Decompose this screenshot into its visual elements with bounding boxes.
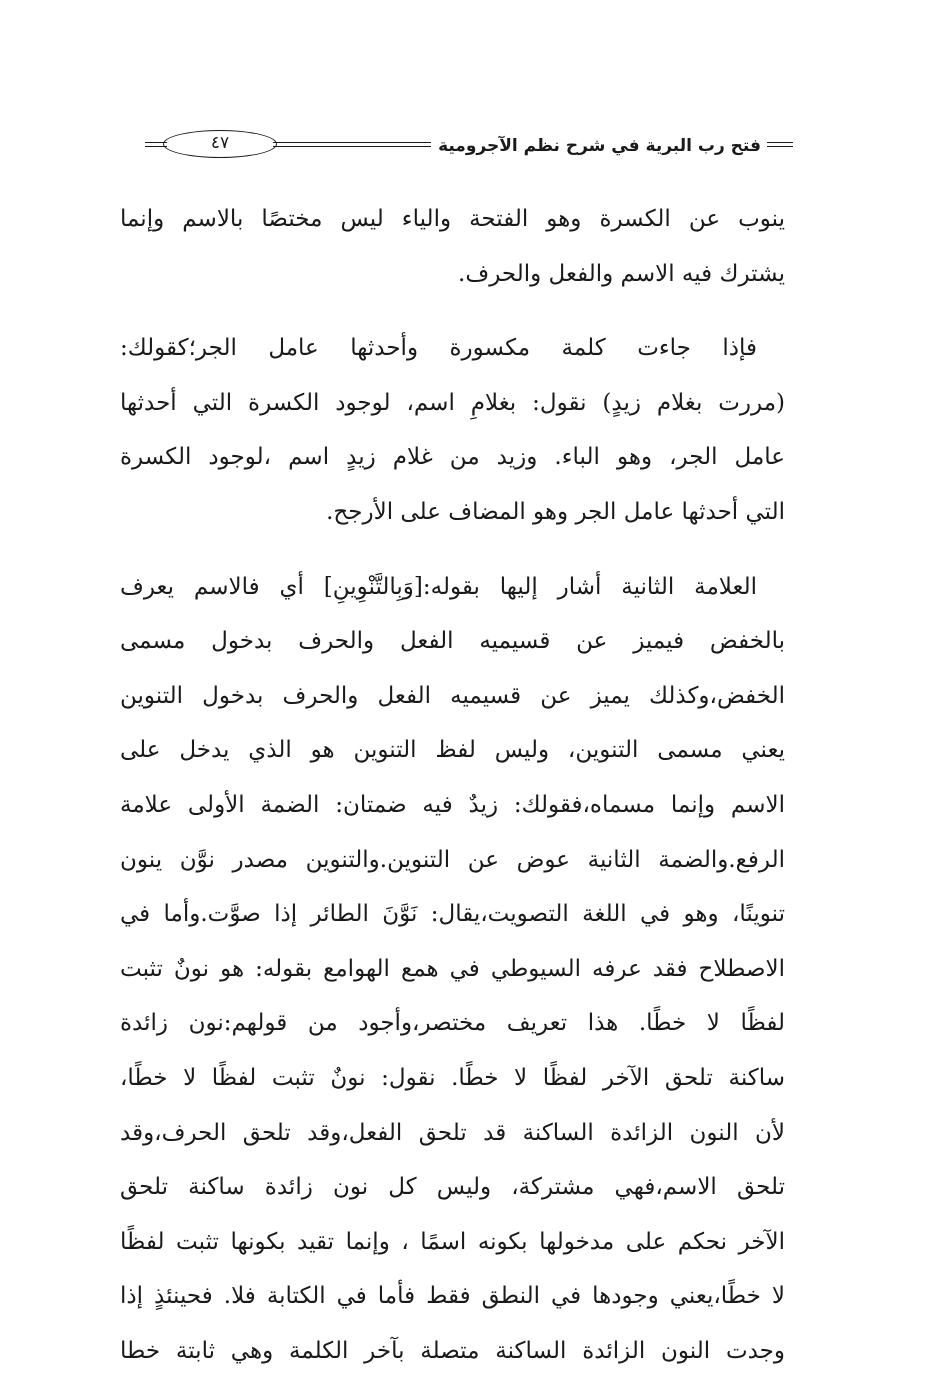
text-line: فإذا جاءت كلمة مكسورة وأحدثها عامل الجر؛كقولك:	[120, 335, 757, 362]
text-line: ينوب عن الكسرة وهو الفتحة والياء ليس مختصًا بالاسم وإنما	[120, 206, 785, 232]
text-line: لفظًا لا خطًا. هذا تعريف مختصر،وأجود من قولهم:نون زائدة	[120, 1010, 785, 1037]
text-line: بالخفض فيميز عن قسيميه الفعل والحرف بدخول مسمى	[120, 628, 785, 655]
text-line: لأن النون الزائدة الساكنة قد تلحق الفعل،وقد تلحق الحرف،وقد	[120, 1119, 785, 1146]
body-text	[120, 192, 785, 1378]
text-line: الخفض،وكذلك يميز عن قسيميه الفعل والحرف بدخول التنوين	[120, 682, 785, 709]
text-line: العلامة الثانية أشار إليها بقوله:[وَبِالتَّنْوِينِ] أي فالاسم يعرف	[120, 573, 757, 600]
paragraph	[120, 192, 785, 301]
paragraph	[120, 560, 785, 1379]
text-line: يشترك فيه الاسم والفعل والحرف.	[458, 260, 785, 287]
header-rule-left	[145, 142, 167, 147]
header-rule-middle	[273, 142, 431, 147]
text-line: ساكنة تلحق الآخر لفظًا لا خطًا. نقول: نونٌ تثبت لفظًا لا خطًا،	[120, 1064, 785, 1091]
text-line: الآخر نحكم على مدخولها بكونه اسمًا ، وإنما تقيد بكونها تثبت لفظًا	[120, 1228, 785, 1255]
paragraph	[120, 321, 785, 539]
text-line: الاسم وإنما مسماه،فقولك: زيدٌ فيه ضمتان: الضمة الأولى علامة	[120, 791, 785, 818]
text-line: الرفع.والضمة الثانية عوض عن التنوين.والتنوين مصدر نوَّن ينون	[120, 846, 785, 873]
text-line: التي أحدثها عامل الجر وهو المضاف على الأرجح.	[326, 498, 785, 525]
text-line: يعني مسمى التنوين، وليس لفظ التنوين هو الذي يدخل على	[120, 737, 785, 764]
text-line: الاصطلاح فقد عرفه السيوطي في همع الهوامع بقوله: هو نونٌ تثبت	[120, 955, 785, 982]
text-line: تلحق الاسم،فهي مشتركة، وليس كل نون زائدة ساكنة تلحق	[120, 1174, 785, 1201]
text-line: وجدت النون الزائدة الساكنة متصلة بآخر الكلمة وهي ثابتة خطا	[120, 1337, 785, 1364]
text-line: تنوينًا، وهو في اللغة التصويت،يقال: نَوَّنَ الطائر إذا صوَّت.وأما في	[120, 901, 785, 928]
text-line: لا خطًا،يعني وجودها في النطق فقط فأما في الكتابة فلا. فحينئذٍ إذا	[120, 1283, 785, 1310]
text-line: (مررت بغلام زيدٍ) نقول: بغلامِ اسم، لوجود الكسرة التي أحدثها	[120, 389, 785, 416]
text-line: عامل الجر، وهو الباء. وزيد من غلام زيدٍ اسم ،لوجود الكسرة	[120, 444, 785, 471]
book-title: فتح رب البرية في شرح نظم الآجرومية	[438, 136, 761, 156]
page-number: ٤٧	[163, 130, 277, 158]
running-header	[145, 126, 793, 166]
header-rule-right	[767, 142, 793, 147]
